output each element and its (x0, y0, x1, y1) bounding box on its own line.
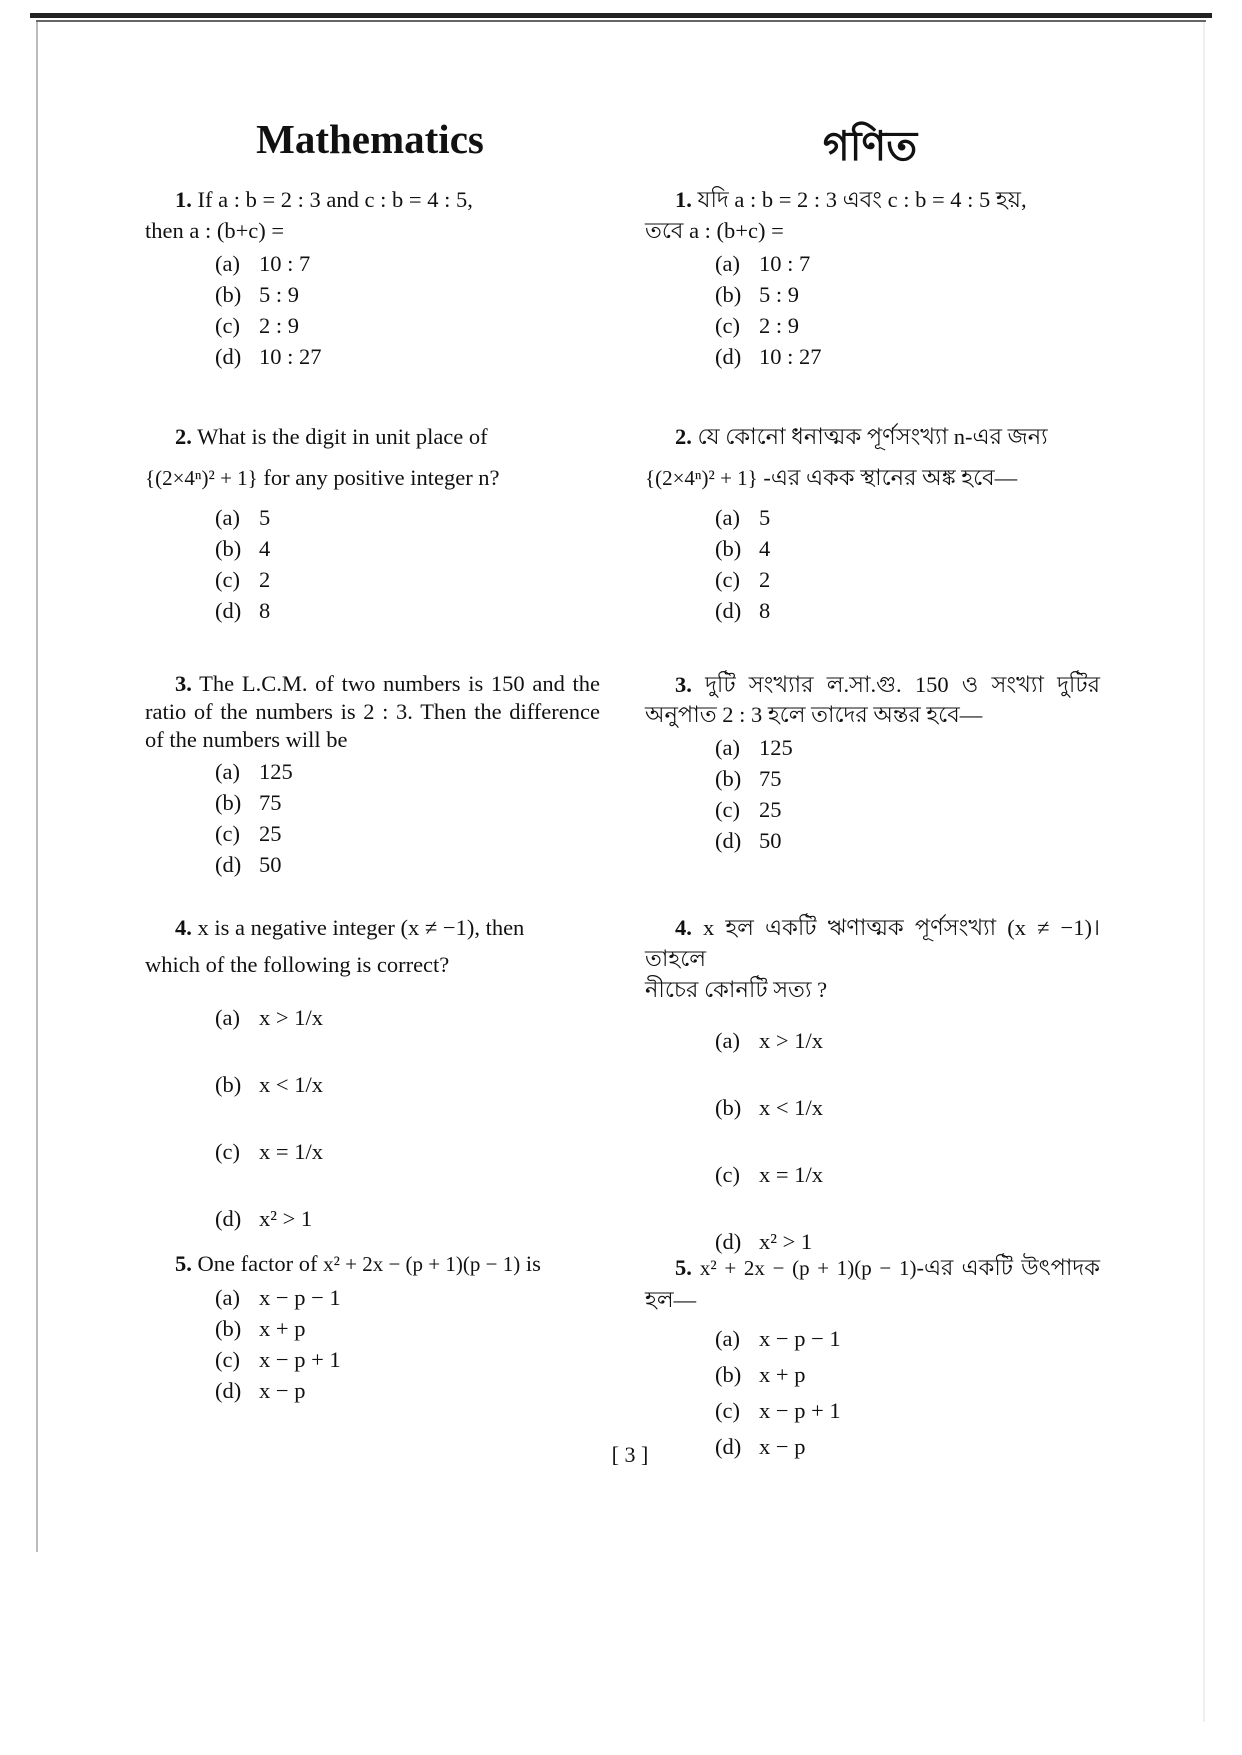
question-3 (645, 670, 1100, 856)
page-number: [ 3 ] (611, 1442, 649, 1467)
stem-text: The L.C.M. of two numbers is 150 and the ratio of the numbers is 2 : 3. Then the difference of the numbers will be (145, 671, 601, 752)
option-c[interactable]: (c) 2 (715, 567, 771, 592)
question-5 (645, 1252, 1100, 1465)
question-stem: 3. দুটি সংখ্যার ল.সা.গু. 150 ও সংখ্যা দুটির অনুপাত 2 : 3 হলে তাদের অন্তর হবে— (645, 672, 1101, 727)
question-3 (145, 670, 600, 880)
option-b[interactable]: (b) 4 (215, 536, 271, 561)
option-b[interactable]: (b) 5 : 9 (215, 282, 300, 307)
bengali-title: গণিত (822, 122, 918, 170)
stem-line-2: তবে a : (b+c) = (645, 218, 784, 243)
option-d[interactable]: (d) 10 : 27 (215, 344, 322, 369)
stem-line-2: then a : (b+c) = (145, 218, 285, 243)
question-stem: 1. যদি a : b = 2 : 3 এবং c : b = 4 : 5 হয়, তবে a : (b+c) = (645, 187, 1027, 243)
question-stem: 2. যে কোনো ধনাত্মক পূর্ণসংখ্যা n-এর জন্য (675, 424, 1048, 449)
option-d[interactable]: (d) x − p (215, 1378, 306, 1403)
option-c[interactable]: (c) x − p + 1 (215, 1347, 341, 1372)
question-4 (145, 912, 600, 1252)
option-a[interactable]: (a) 5 (715, 505, 771, 530)
option-b[interactable]: (b) x < 1/x (215, 1072, 323, 1097)
option-b[interactable]: (b) 75 (715, 766, 782, 791)
option-b[interactable]: (b) 4 (715, 536, 771, 561)
stem-line-2: for any positive integer n? (263, 465, 500, 490)
math-expression: x² + 2x − (p + 1)(p − 1) (323, 1252, 521, 1276)
math-expression: {(2×4ⁿ)² + 1} (645, 466, 758, 490)
stem-line-1: If a : b = 2 : 3 and c : b = 4 : 5, (197, 187, 473, 212)
question-stem: 5. One factor of x² + 2x − (p + 1)(p − 1) is (175, 1251, 541, 1276)
scan-border-left (36, 22, 38, 1552)
stem-line-1: যদি a : b = 2 : 3 এবং c : b = 4 : 5 হয়, (697, 187, 1027, 212)
stem-line-1: যে কোনো ধনাত্মক পূর্ণসংখ্যা n-এর জন্য (697, 424, 1048, 449)
english-title: Mathematics (256, 116, 484, 162)
option-d[interactable]: (d) 50 (215, 852, 282, 877)
stem-line-2: -এর একক স্থানের অঙ্ক হবে— (763, 465, 1018, 490)
option-c[interactable]: (c) 2 : 9 (715, 313, 800, 338)
options-list (215, 1282, 600, 1406)
options-list (215, 984, 600, 1252)
option-b[interactable]: (b) x < 1/x (715, 1095, 823, 1120)
question-stem: 4. x is a negative integer (x ≠ −1), then which of the following is correct? (145, 912, 600, 980)
option-c[interactable]: (c) x = 1/x (215, 1139, 323, 1164)
option-c[interactable]: (c) 2 : 9 (215, 313, 300, 338)
option-d[interactable]: (d) x² > 1 (215, 1206, 313, 1231)
option-a[interactable]: (a) x − p − 1 (215, 1285, 341, 1310)
math-expression: x² + 2x − (p + 1)(p − 1) (699, 1256, 917, 1280)
options-list (715, 732, 1100, 856)
scan-border-right (1203, 22, 1205, 1722)
options-list (215, 756, 600, 880)
options-list (715, 248, 1100, 372)
option-d[interactable]: (d) 8 (215, 598, 271, 623)
options-list (715, 502, 1100, 626)
option-a[interactable]: (a) 10 : 7 (215, 251, 311, 276)
stem-text: দুটি সংখ্যার ল.সা.গু. 150 ও সংখ্যা দুটির অনুপাত 2 : 3 হলে তাদের অন্তর হবে— (645, 672, 1101, 727)
option-b[interactable]: (b) 5 : 9 (715, 282, 800, 307)
option-c[interactable]: (c) x = 1/x (715, 1162, 823, 1187)
option-c[interactable]: (c) 2 (215, 567, 271, 592)
stem-line-1: x is a negative integer (x ≠ −1), then (197, 915, 525, 940)
options-list (215, 502, 600, 626)
question-1 (145, 184, 600, 372)
options-list (715, 1007, 1100, 1275)
option-a[interactable]: (a) 125 (715, 735, 793, 760)
option-b[interactable]: (b) x + p (715, 1362, 806, 1387)
option-a[interactable]: (a) 5 (215, 505, 271, 530)
option-d[interactable]: (d) x² > 1 (715, 1229, 813, 1254)
math-expression: {(2×4ⁿ)² + 1} (145, 466, 258, 490)
question-5 (145, 1248, 600, 1406)
question-2 (645, 421, 1100, 626)
options-list (215, 248, 600, 372)
question-stem: 4. x হল একটি ঋণাত্মক পূর্ণসংখ্যা (x ≠ −1)। তাহলে নীচের কোনটি সত্য ? (645, 915, 1100, 1002)
stem-line-2: which of the following is correct? (145, 952, 450, 977)
option-d[interactable]: (d) 8 (715, 598, 771, 623)
option-d[interactable]: (d) 10 : 27 (715, 344, 822, 369)
option-c[interactable]: (c) 25 (715, 797, 782, 822)
question-4 (645, 912, 1100, 1275)
option-a[interactable]: (a) x > 1/x (215, 1005, 323, 1030)
option-a[interactable]: (a) 10 : 7 (715, 251, 811, 276)
option-d[interactable]: (d) 50 (715, 828, 782, 853)
scan-border-top-thin (36, 20, 1206, 22)
stem-line-1: What is the digit in unit place of (197, 424, 488, 449)
option-a[interactable]: (a) x − p − 1 (715, 1326, 841, 1351)
question-2 (145, 421, 600, 626)
option-b[interactable]: (b) x + p (215, 1316, 306, 1341)
scan-border-top (30, 13, 1212, 18)
option-c[interactable]: (c) x − p + 1 (715, 1398, 841, 1423)
question-stem: 3. The L.C.M. of two numbers is 150 and the ratio of the numbers is 2 : 3. Then the difference of the numbers will be (145, 671, 601, 752)
option-d[interactable]: (d) x − p (715, 1434, 806, 1459)
question-1 (645, 184, 1100, 372)
option-a[interactable]: (a) 125 (215, 759, 293, 784)
stem-line-1: x হল একটি ঋণাত্মক পূর্ণসংখ্যা (x ≠ −1)। তাহলে (645, 915, 1100, 971)
stem-line-2: নীচের কোনটি সত্য ? (645, 977, 828, 1002)
option-b[interactable]: (b) 75 (215, 790, 282, 815)
question-stem: 1. If a : b = 2 : 3 and c : b = 4 : 5, then a : (b+c) = (145, 187, 473, 243)
question-stem: 2. What is the digit in unit place of (175, 424, 488, 449)
option-a[interactable]: (a) x > 1/x (715, 1028, 823, 1053)
option-c[interactable]: (c) 25 (215, 821, 282, 846)
question-stem: 5. x² + 2x − (p + 1)(p − 1)-এর একটি উৎপাদক হল— (645, 1255, 1100, 1312)
options-list (715, 1321, 1100, 1465)
